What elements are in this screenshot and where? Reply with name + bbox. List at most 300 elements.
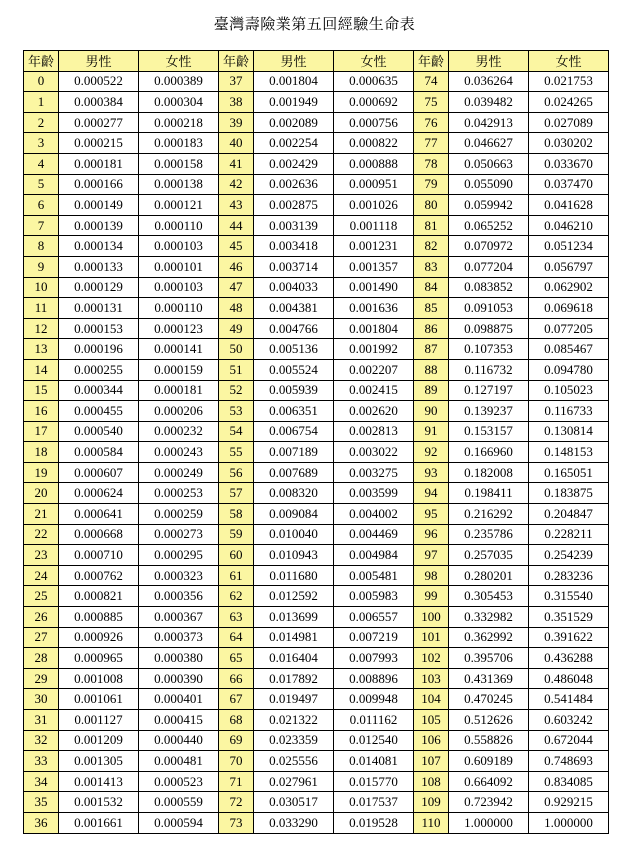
female-rate-cell: 0.000206 [139, 401, 219, 422]
male-rate-cell: 0.664092 [449, 771, 529, 792]
age-cell: 83 [414, 256, 449, 277]
age-cell: 27 [24, 627, 59, 648]
age-cell: 80 [414, 195, 449, 216]
female-rate-cell: 0.283236 [529, 565, 609, 586]
table-row [24, 133, 609, 154]
female-rate-cell: 0.436288 [529, 648, 609, 669]
age-cell: 105 [414, 710, 449, 731]
female-rate-cell: 0.094780 [529, 359, 609, 380]
age-cell: 6 [24, 195, 59, 216]
female-rate-cell: 0.000249 [139, 462, 219, 483]
female-rate-cell: 0.002813 [334, 421, 414, 442]
female-rate-cell: 0.000380 [139, 648, 219, 669]
age-cell: 22 [24, 524, 59, 545]
mortality-table [23, 50, 609, 834]
age-cell: 91 [414, 421, 449, 442]
table-row [24, 298, 609, 319]
female-rate-cell: 0.001357 [334, 256, 414, 277]
age-cell: 51 [219, 359, 254, 380]
page-title: 臺灣壽險業第五回經驗生命表 [213, 15, 416, 33]
female-rate-cell: 0.014081 [334, 751, 414, 772]
male-rate-cell: 0.139237 [449, 401, 529, 422]
header-row [24, 51, 609, 72]
age-cell: 86 [414, 318, 449, 339]
age-cell: 16 [24, 401, 59, 422]
age-cell: 26 [24, 607, 59, 628]
age-cell: 25 [24, 586, 59, 607]
female-rate-cell: 0.041628 [529, 195, 609, 216]
age-cell: 99 [414, 586, 449, 607]
age-cell: 54 [219, 421, 254, 442]
male-rate-cell: 0.011680 [254, 565, 334, 586]
age-cell: 84 [414, 277, 449, 298]
female-rate-cell: 0.315540 [529, 586, 609, 607]
table-row [24, 71, 609, 92]
male-rate-cell: 0.000131 [59, 298, 139, 319]
age-cell: 82 [414, 236, 449, 257]
male-rate-cell: 0.000455 [59, 401, 139, 422]
table-row [24, 462, 609, 483]
female-rate-cell: 0.019528 [334, 812, 414, 833]
age-cell: 70 [219, 751, 254, 772]
age-cell: 68 [219, 710, 254, 731]
age-cell: 46 [219, 256, 254, 277]
female-rate-cell: 0.005481 [334, 565, 414, 586]
male-rate-cell: 0.001305 [59, 751, 139, 772]
male-rate-cell: 0.010943 [254, 545, 334, 566]
male-rate-cell: 0.000522 [59, 71, 139, 92]
male-rate-cell: 0.003139 [254, 215, 334, 236]
age-cell: 97 [414, 545, 449, 566]
male-rate-cell: 0.235786 [449, 524, 529, 545]
age-cell: 8 [24, 236, 59, 257]
table-row [24, 483, 609, 504]
age-cell: 41 [219, 153, 254, 174]
male-rate-cell: 0.000668 [59, 524, 139, 545]
age-cell: 62 [219, 586, 254, 607]
female-rate-cell: 0.000101 [139, 256, 219, 277]
age-cell: 11 [24, 298, 59, 319]
table-row [24, 524, 609, 545]
male-rate-cell: 0.000134 [59, 236, 139, 257]
male-rate-cell: 0.083852 [449, 277, 529, 298]
age-cell: 77 [414, 133, 449, 154]
female-rate-cell: 0.003275 [334, 462, 414, 483]
age-cell: 89 [414, 380, 449, 401]
female-rate-cell: 0.165051 [529, 462, 609, 483]
female-rate-cell: 0.051234 [529, 236, 609, 257]
male-rate-cell: 0.010040 [254, 524, 334, 545]
female-rate-cell: 0.007993 [334, 648, 414, 669]
male-rate-cell: 0.362992 [449, 627, 529, 648]
header-female: 女性 [529, 51, 609, 72]
table-row [24, 668, 609, 689]
female-rate-cell: 0.000888 [334, 153, 414, 174]
male-rate-cell: 0.431369 [449, 668, 529, 689]
female-rate-cell: 0.000401 [139, 689, 219, 710]
age-cell: 63 [219, 607, 254, 628]
male-rate-cell: 0.004381 [254, 298, 334, 319]
age-cell: 71 [219, 771, 254, 792]
male-rate-cell: 0.027961 [254, 771, 334, 792]
male-rate-cell: 0.004766 [254, 318, 334, 339]
male-rate-cell: 0.166960 [449, 442, 529, 463]
male-rate-cell: 0.723942 [449, 792, 529, 813]
male-rate-cell: 0.014981 [254, 627, 334, 648]
female-rate-cell: 0.000259 [139, 504, 219, 525]
male-rate-cell: 0.033290 [254, 812, 334, 833]
male-rate-cell: 0.021322 [254, 710, 334, 731]
female-rate-cell: 0.000951 [334, 174, 414, 195]
table-row [24, 792, 609, 813]
male-rate-cell: 0.001804 [254, 71, 334, 92]
age-cell: 73 [219, 812, 254, 833]
age-cell: 18 [24, 442, 59, 463]
male-rate-cell: 0.000139 [59, 215, 139, 236]
header-male: 男性 [254, 51, 334, 72]
female-rate-cell: 0.000594 [139, 812, 219, 833]
male-rate-cell: 0.000624 [59, 483, 139, 504]
age-cell: 33 [24, 751, 59, 772]
female-rate-cell: 0.183875 [529, 483, 609, 504]
age-cell: 96 [414, 524, 449, 545]
female-rate-cell: 0.002415 [334, 380, 414, 401]
male-rate-cell: 0.023359 [254, 730, 334, 751]
male-rate-cell: 0.116732 [449, 359, 529, 380]
age-cell: 56 [219, 462, 254, 483]
female-rate-cell: 0.056797 [529, 256, 609, 277]
female-rate-cell: 1.000000 [529, 812, 609, 833]
male-rate-cell: 0.001008 [59, 668, 139, 689]
male-rate-cell: 0.005939 [254, 380, 334, 401]
male-rate-cell: 0.070972 [449, 236, 529, 257]
female-rate-cell: 0.030202 [529, 133, 609, 154]
female-rate-cell: 0.006557 [334, 607, 414, 628]
male-rate-cell: 0.000607 [59, 462, 139, 483]
age-cell: 52 [219, 380, 254, 401]
male-rate-cell: 0.182008 [449, 462, 529, 483]
age-cell: 98 [414, 565, 449, 586]
female-rate-cell: 0.148153 [529, 442, 609, 463]
female-rate-cell: 0.001231 [334, 236, 414, 257]
header-male: 男性 [449, 51, 529, 72]
male-rate-cell: 0.005524 [254, 359, 334, 380]
male-rate-cell: 1.000000 [449, 812, 529, 833]
age-cell: 60 [219, 545, 254, 566]
male-rate-cell: 0.000540 [59, 421, 139, 442]
age-cell: 43 [219, 195, 254, 216]
female-rate-cell: 0.005983 [334, 586, 414, 607]
male-rate-cell: 0.050663 [449, 153, 529, 174]
age-cell: 64 [219, 627, 254, 648]
male-rate-cell: 0.000215 [59, 133, 139, 154]
age-cell: 72 [219, 792, 254, 813]
female-rate-cell: 0.000218 [139, 112, 219, 133]
age-cell: 75 [414, 92, 449, 113]
age-cell: 17 [24, 421, 59, 442]
age-cell: 5 [24, 174, 59, 195]
table-row [24, 607, 609, 628]
age-cell: 55 [219, 442, 254, 463]
female-rate-cell: 0.027089 [529, 112, 609, 133]
table-row [24, 339, 609, 360]
female-rate-cell: 0.486048 [529, 668, 609, 689]
male-rate-cell: 0.009084 [254, 504, 334, 525]
table-row [24, 421, 609, 442]
female-rate-cell: 0.000356 [139, 586, 219, 607]
age-cell: 69 [219, 730, 254, 751]
female-rate-cell: 0.021753 [529, 71, 609, 92]
female-rate-cell: 0.254239 [529, 545, 609, 566]
female-rate-cell: 0.046210 [529, 215, 609, 236]
male-rate-cell: 0.059942 [449, 195, 529, 216]
female-rate-cell: 0.000389 [139, 71, 219, 92]
age-cell: 13 [24, 339, 59, 360]
male-rate-cell: 0.000255 [59, 359, 139, 380]
male-rate-cell: 0.000926 [59, 627, 139, 648]
female-rate-cell: 0.000822 [334, 133, 414, 154]
male-rate-cell: 0.007189 [254, 442, 334, 463]
male-rate-cell: 0.002089 [254, 112, 334, 133]
male-rate-cell: 0.036264 [449, 71, 529, 92]
table-row [24, 689, 609, 710]
age-cell: 42 [219, 174, 254, 195]
male-rate-cell: 0.091053 [449, 298, 529, 319]
age-cell: 61 [219, 565, 254, 586]
male-rate-cell: 0.558826 [449, 730, 529, 751]
female-rate-cell: 0.033670 [529, 153, 609, 174]
age-cell: 31 [24, 710, 59, 731]
age-cell: 39 [219, 112, 254, 133]
male-rate-cell: 0.001209 [59, 730, 139, 751]
female-rate-cell: 0.008896 [334, 668, 414, 689]
male-rate-cell: 0.000166 [59, 174, 139, 195]
female-rate-cell: 0.748693 [529, 751, 609, 772]
age-cell: 102 [414, 648, 449, 669]
male-rate-cell: 0.002875 [254, 195, 334, 216]
age-cell: 65 [219, 648, 254, 669]
male-rate-cell: 0.198411 [449, 483, 529, 504]
female-rate-cell: 0.001490 [334, 277, 414, 298]
age-cell: 93 [414, 462, 449, 483]
female-rate-cell: 0.000756 [334, 112, 414, 133]
male-rate-cell: 0.609189 [449, 751, 529, 772]
male-rate-cell: 0.000153 [59, 318, 139, 339]
female-rate-cell: 0.000373 [139, 627, 219, 648]
age-cell: 49 [219, 318, 254, 339]
table-row [24, 627, 609, 648]
age-cell: 35 [24, 792, 59, 813]
female-rate-cell: 0.062902 [529, 277, 609, 298]
female-rate-cell: 0.024265 [529, 92, 609, 113]
table-row [24, 256, 609, 277]
female-rate-cell: 0.000243 [139, 442, 219, 463]
female-rate-cell: 0.130814 [529, 421, 609, 442]
male-rate-cell: 0.017892 [254, 668, 334, 689]
female-rate-cell: 0.000121 [139, 195, 219, 216]
female-rate-cell: 0.017537 [334, 792, 414, 813]
male-rate-cell: 0.000641 [59, 504, 139, 525]
female-rate-cell: 0.000183 [139, 133, 219, 154]
age-cell: 58 [219, 504, 254, 525]
table-row [24, 401, 609, 422]
male-rate-cell: 0.077204 [449, 256, 529, 277]
female-rate-cell: 0.007219 [334, 627, 414, 648]
male-rate-cell: 0.395706 [449, 648, 529, 669]
age-cell: 109 [414, 792, 449, 813]
male-rate-cell: 0.000133 [59, 256, 139, 277]
age-cell: 103 [414, 668, 449, 689]
age-cell: 15 [24, 380, 59, 401]
female-rate-cell: 0.603242 [529, 710, 609, 731]
header-male: 男性 [59, 51, 139, 72]
table-row [24, 174, 609, 195]
male-rate-cell: 0.000277 [59, 112, 139, 133]
age-cell: 36 [24, 812, 59, 833]
age-cell: 3 [24, 133, 59, 154]
male-rate-cell: 0.257035 [449, 545, 529, 566]
age-cell: 85 [414, 298, 449, 319]
age-cell: 7 [24, 215, 59, 236]
age-cell: 48 [219, 298, 254, 319]
table-row [24, 92, 609, 113]
age-cell: 37 [219, 71, 254, 92]
table-row [24, 504, 609, 525]
male-rate-cell: 0.003714 [254, 256, 334, 277]
male-rate-cell: 0.000821 [59, 586, 139, 607]
male-rate-cell: 0.016404 [254, 648, 334, 669]
female-rate-cell: 0.000158 [139, 153, 219, 174]
male-rate-cell: 0.000196 [59, 339, 139, 360]
age-cell: 14 [24, 359, 59, 380]
age-cell: 45 [219, 236, 254, 257]
age-cell: 29 [24, 668, 59, 689]
female-rate-cell: 0.004984 [334, 545, 414, 566]
male-rate-cell: 0.001413 [59, 771, 139, 792]
male-rate-cell: 0.002254 [254, 133, 334, 154]
female-rate-cell: 0.351529 [529, 607, 609, 628]
table-row [24, 195, 609, 216]
age-cell: 106 [414, 730, 449, 751]
female-rate-cell: 0.001636 [334, 298, 414, 319]
male-rate-cell: 0.305453 [449, 586, 529, 607]
table-row [24, 751, 609, 772]
age-cell: 19 [24, 462, 59, 483]
female-rate-cell: 0.000323 [139, 565, 219, 586]
male-rate-cell: 0.000762 [59, 565, 139, 586]
male-rate-cell: 0.002636 [254, 174, 334, 195]
male-rate-cell: 0.005136 [254, 339, 334, 360]
age-cell: 24 [24, 565, 59, 586]
table-row [24, 710, 609, 731]
age-cell: 95 [414, 504, 449, 525]
age-cell: 12 [24, 318, 59, 339]
female-rate-cell: 0.000390 [139, 668, 219, 689]
female-rate-cell: 0.228211 [529, 524, 609, 545]
male-rate-cell: 0.280201 [449, 565, 529, 586]
table-body [24, 71, 609, 833]
male-rate-cell: 0.000965 [59, 648, 139, 669]
male-rate-cell: 0.000710 [59, 545, 139, 566]
age-cell: 0 [24, 71, 59, 92]
female-rate-cell: 0.000110 [139, 215, 219, 236]
female-rate-cell: 0.001992 [334, 339, 414, 360]
table-row [24, 153, 609, 174]
table-row [24, 648, 609, 669]
age-cell: 20 [24, 483, 59, 504]
age-cell: 57 [219, 483, 254, 504]
age-cell: 4 [24, 153, 59, 174]
female-rate-cell: 0.000367 [139, 607, 219, 628]
age-cell: 59 [219, 524, 254, 545]
female-rate-cell: 0.000304 [139, 92, 219, 113]
male-rate-cell: 0.000384 [59, 92, 139, 113]
male-rate-cell: 0.003418 [254, 236, 334, 257]
age-cell: 1 [24, 92, 59, 113]
male-rate-cell: 0.001061 [59, 689, 139, 710]
age-cell: 10 [24, 277, 59, 298]
age-cell: 92 [414, 442, 449, 463]
male-rate-cell: 0.216292 [449, 504, 529, 525]
female-rate-cell: 0.003022 [334, 442, 414, 463]
age-cell: 110 [414, 812, 449, 833]
male-rate-cell: 0.000344 [59, 380, 139, 401]
table-row [24, 565, 609, 586]
female-rate-cell: 0.929215 [529, 792, 609, 813]
female-rate-cell: 0.085467 [529, 339, 609, 360]
male-rate-cell: 0.127197 [449, 380, 529, 401]
age-cell: 104 [414, 689, 449, 710]
male-rate-cell: 0.001532 [59, 792, 139, 813]
female-rate-cell: 0.015770 [334, 771, 414, 792]
age-cell: 30 [24, 689, 59, 710]
age-cell: 76 [414, 112, 449, 133]
male-rate-cell: 0.000129 [59, 277, 139, 298]
male-rate-cell: 0.006754 [254, 421, 334, 442]
female-rate-cell: 0.000181 [139, 380, 219, 401]
age-cell: 94 [414, 483, 449, 504]
header-age: 年齡 [414, 51, 449, 72]
female-rate-cell: 0.004002 [334, 504, 414, 525]
age-cell: 88 [414, 359, 449, 380]
female-rate-cell: 0.004469 [334, 524, 414, 545]
female-rate-cell: 0.002620 [334, 401, 414, 422]
age-cell: 21 [24, 504, 59, 525]
table-row [24, 215, 609, 236]
female-rate-cell: 0.834085 [529, 771, 609, 792]
female-rate-cell: 0.541484 [529, 689, 609, 710]
female-rate-cell: 0.000692 [334, 92, 414, 113]
female-rate-cell: 0.105023 [529, 380, 609, 401]
male-rate-cell: 0.000181 [59, 153, 139, 174]
male-rate-cell: 0.000885 [59, 607, 139, 628]
age-cell: 28 [24, 648, 59, 669]
female-rate-cell: 0.000141 [139, 339, 219, 360]
female-rate-cell: 0.000559 [139, 792, 219, 813]
age-cell: 66 [219, 668, 254, 689]
age-cell: 9 [24, 256, 59, 277]
female-rate-cell: 0.000103 [139, 236, 219, 257]
age-cell: 78 [414, 153, 449, 174]
female-rate-cell: 0.000123 [139, 318, 219, 339]
age-cell: 50 [219, 339, 254, 360]
female-rate-cell: 0.000481 [139, 751, 219, 772]
age-cell: 74 [414, 71, 449, 92]
male-rate-cell: 0.039482 [449, 92, 529, 113]
table-row [24, 112, 609, 133]
age-cell: 81 [414, 215, 449, 236]
age-cell: 87 [414, 339, 449, 360]
